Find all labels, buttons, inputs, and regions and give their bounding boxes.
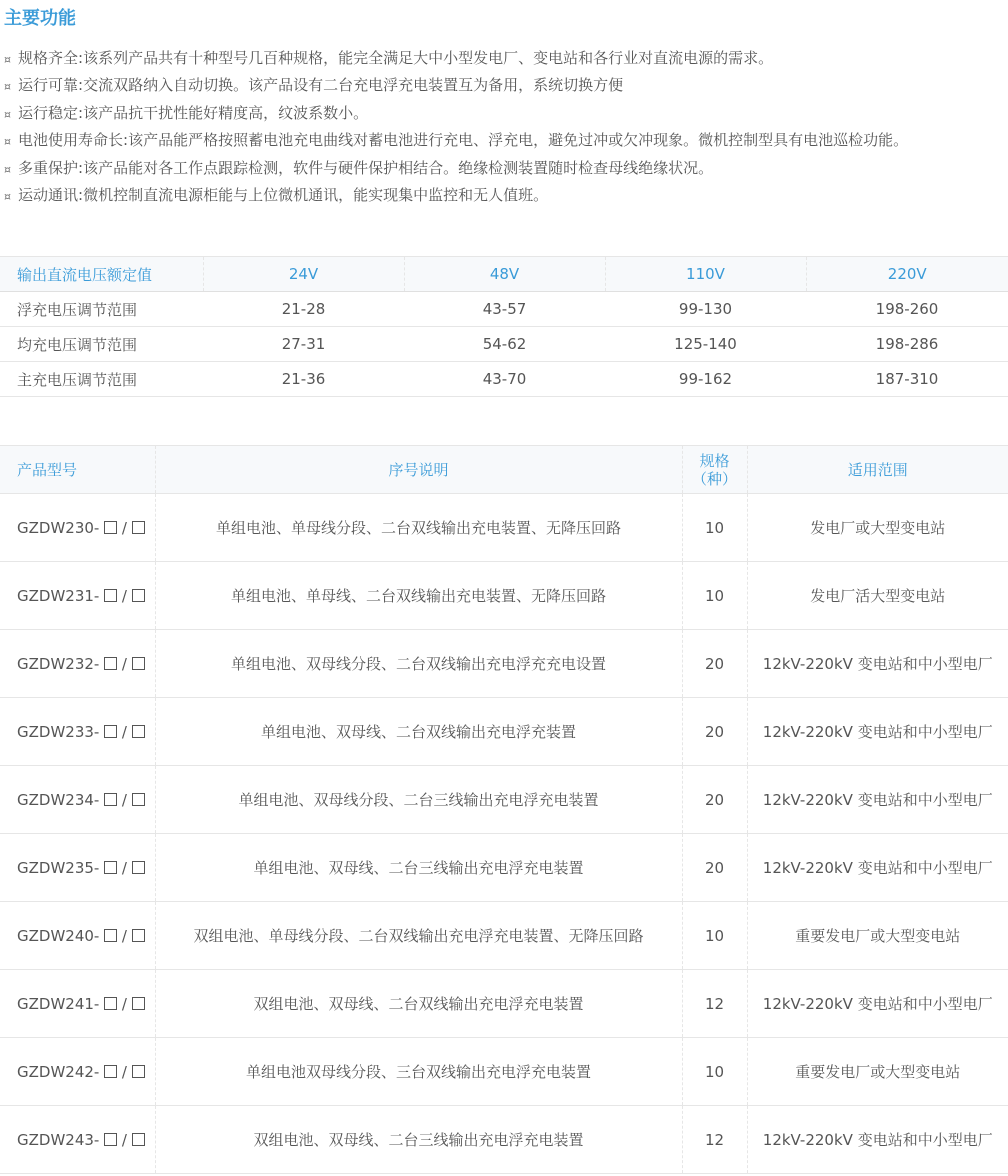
table-header-row	[0, 446, 1008, 494]
bullet-icon: ¤	[4, 80, 11, 94]
feature-label: 运动通讯:	[18, 185, 84, 204]
scope-cell: 12kV-220kV 变电站和中小型电厂	[747, 766, 1008, 834]
desc-cell: 单组电池、双母线、二台三线输出充电浮充电装置	[155, 834, 682, 902]
placeholder-box-icon	[132, 861, 145, 874]
model-cell	[0, 970, 155, 1038]
table-row	[0, 562, 1008, 630]
feature-text: 微机控制直流电源柜能与上位微机通讯，能实现集中监控和无人值班。	[83, 185, 549, 204]
separator: /	[121, 654, 127, 673]
placeholder-box-icon	[132, 657, 145, 670]
spec-cell: 12	[682, 970, 747, 1038]
separator: /	[121, 858, 127, 877]
placeholder-box-icon	[104, 1133, 117, 1146]
spec-header-line2: （种）	[691, 469, 737, 488]
spec-cell: 20	[682, 698, 747, 766]
scope-cell: 12kV-220kV 变电站和中小型电厂	[747, 698, 1008, 766]
separator: /	[121, 790, 127, 809]
placeholder-box-icon	[104, 589, 117, 602]
placeholder-box-icon	[132, 589, 145, 602]
scope-cell: 重要发电厂或大型变电站	[747, 902, 1008, 970]
table-row	[0, 362, 1008, 397]
placeholder-box-icon	[132, 725, 145, 738]
separator: /	[121, 586, 127, 605]
column-header: 110V	[605, 257, 806, 292]
model-code: GZDW240-	[17, 926, 100, 945]
model-code: GZDW241-	[17, 994, 100, 1013]
table-cell: 21-36	[203, 362, 404, 397]
scope-cell: 发电厂活大型变电站	[747, 562, 1008, 630]
feature-list	[4, 46, 1008, 210]
table-cell: 43-70	[404, 362, 605, 397]
placeholder-box-icon	[104, 861, 117, 874]
table-cell: 21-28	[203, 292, 404, 327]
column-header: 220V	[806, 257, 1008, 292]
model-cell	[0, 834, 155, 902]
table-cell: 187-310	[806, 362, 1008, 397]
table-row	[0, 1106, 1008, 1174]
spec-cell: 10	[682, 494, 747, 562]
model-cell	[0, 630, 155, 698]
placeholder-box-icon	[132, 521, 145, 534]
placeholder-box-icon	[104, 1065, 117, 1078]
separator: /	[121, 1062, 127, 1081]
table-row	[0, 834, 1008, 902]
desc-cell: 单组电池双母线分段、三台双线输出充电浮充电装置	[155, 1038, 682, 1106]
feature-item	[4, 183, 1008, 210]
separator: /	[121, 722, 127, 741]
bullet-icon: ¤	[4, 135, 11, 149]
table-row	[0, 902, 1008, 970]
column-header: 输出直流电压额定值	[0, 257, 203, 292]
placeholder-box-icon	[104, 997, 117, 1010]
model-code: GZDW242-	[17, 1062, 100, 1081]
voltage-table	[0, 256, 1008, 397]
placeholder-box-icon	[104, 657, 117, 670]
model-code: GZDW232-	[17, 654, 100, 673]
feature-label: 电池使用寿命长:	[18, 131, 129, 150]
column-header: 24V	[203, 257, 404, 292]
model-cell	[0, 494, 155, 562]
placeholder-box-icon	[104, 793, 117, 806]
placeholder-box-icon	[104, 521, 117, 534]
bullet-icon: ¤	[4, 107, 11, 121]
desc-cell: 单组电池、双母线分段、二台双线输出充电浮充充电设置	[155, 630, 682, 698]
table-row	[0, 1038, 1008, 1106]
desc-cell: 单组电池、单母线分段、二台双线输出充电装置、无降压回路	[155, 494, 682, 562]
model-cell	[0, 562, 155, 630]
placeholder-box-icon	[104, 725, 117, 738]
spec-cell: 10	[682, 902, 747, 970]
placeholder-box-icon	[104, 929, 117, 942]
model-cell	[0, 1106, 155, 1174]
scope-cell: 12kV-220kV 变电站和中小型电厂	[747, 834, 1008, 902]
model-cell	[0, 766, 155, 834]
table-row	[0, 327, 1008, 362]
scope-cell: 12kV-220kV 变电站和中小型电厂	[747, 1106, 1008, 1174]
scope-cell: 12kV-220kV 变电站和中小型电厂	[747, 970, 1008, 1038]
feature-text: 该产品能严格按照蓄电池充电曲线对蓄电池进行充电、浮充电，避免过冲或欠冲现象。微机控制型具有电池巡检功能。	[128, 131, 909, 150]
model-code: GZDW230-	[17, 518, 100, 537]
spec-cell: 20	[682, 834, 747, 902]
table-cell: 主充电压调节范围	[0, 362, 203, 397]
table-cell: 均充电压调节范围	[0, 327, 203, 362]
table-row	[0, 630, 1008, 698]
section-title: 主要功能	[4, 8, 76, 29]
model-cell	[0, 698, 155, 766]
feature-label: 运行可靠:	[18, 76, 84, 95]
table-row	[0, 970, 1008, 1038]
spec-cell: 10	[682, 562, 747, 630]
feature-text: 交流双路纳入自动切换。该产品设有二台充电浮充电装置互为备用，系统切换方便	[83, 76, 624, 95]
model-table	[0, 445, 1008, 1174]
table-cell: 99-162	[605, 362, 806, 397]
table-row	[0, 494, 1008, 562]
table-cell: 198-286	[806, 327, 1008, 362]
column-header: 产品型号	[0, 446, 155, 494]
feature-item	[4, 46, 1008, 73]
table-header-row	[0, 257, 1008, 292]
bullet-icon: ¤	[4, 53, 11, 66]
desc-cell: 双组电池、双母线、二台双线输出充电浮充电装置	[155, 970, 682, 1038]
desc-cell: 双组电池、双母线、二台三线输出充电浮充电装置	[155, 1106, 682, 1174]
spec-header-line1: 规格	[699, 451, 730, 470]
desc-cell: 双组电池、单母线分段、二台双线输出充电浮充电装置、无降压回路	[155, 902, 682, 970]
feature-item	[4, 156, 1008, 183]
feature-label: 运行稳定:	[18, 103, 84, 122]
column-header: 序号说明	[155, 446, 682, 494]
feature-text: 该系列产品共有十种型号几百种规格，能完全满足大中小型发电厂、变电站和各行业对直流电源的需求。	[83, 49, 774, 67]
feature-text: 该产品抗干扰性能好精度高，纹波系数小。	[83, 103, 369, 122]
model-code: GZDW231-	[17, 586, 100, 605]
spec-cell: 12	[682, 1106, 747, 1174]
bullet-icon: ¤	[4, 162, 11, 176]
model-code: GZDW243-	[17, 1130, 100, 1149]
bullet-icon: ¤	[4, 189, 11, 203]
feature-label: 规格齐全:	[18, 49, 84, 67]
placeholder-box-icon	[132, 1065, 145, 1078]
table-cell: 125-140	[605, 327, 806, 362]
separator: /	[121, 994, 127, 1013]
model-cell	[0, 1038, 155, 1106]
feature-text: 该产品能对各工作点跟踪检测，软件与硬件保护相结合。绝缘检测装置随时检查母线绝缘状况。	[83, 158, 714, 177]
table-row	[0, 766, 1008, 834]
feature-item	[4, 73, 1008, 100]
column-header-spec	[682, 446, 747, 494]
scope-cell: 发电厂或大型变电站	[747, 494, 1008, 562]
model-code: GZDW233-	[17, 722, 100, 741]
table-cell: 99-130	[605, 292, 806, 327]
separator: /	[121, 926, 127, 945]
table-row	[0, 292, 1008, 327]
spec-cell: 10	[682, 1038, 747, 1106]
model-code: GZDW235-	[17, 858, 100, 877]
feature-label: 多重保护:	[18, 158, 84, 177]
desc-cell: 单组电池、双母线分段、二台三线输出充电浮充电装置	[155, 766, 682, 834]
placeholder-box-icon	[132, 1133, 145, 1146]
desc-cell: 单组电池、双母线、二台双线输出充电浮充装置	[155, 698, 682, 766]
table-row	[0, 698, 1008, 766]
scope-cell: 重要发电厂或大型变电站	[747, 1038, 1008, 1106]
column-header: 适用范围	[747, 446, 1008, 494]
table-cell: 27-31	[203, 327, 404, 362]
column-header: 48V	[404, 257, 605, 292]
table-cell: 浮充电压调节范围	[0, 292, 203, 327]
table-cell: 54-62	[404, 327, 605, 362]
placeholder-box-icon	[132, 929, 145, 942]
separator: /	[121, 518, 127, 537]
spec-cell: 20	[682, 630, 747, 698]
placeholder-box-icon	[132, 793, 145, 806]
table-cell: 43-57	[404, 292, 605, 327]
model-cell	[0, 902, 155, 970]
table-cell: 198-260	[806, 292, 1008, 327]
feature-item	[4, 101, 1008, 128]
separator: /	[121, 1130, 127, 1149]
spec-cell: 20	[682, 766, 747, 834]
feature-item	[4, 128, 1008, 155]
placeholder-box-icon	[132, 997, 145, 1010]
model-code: GZDW234-	[17, 790, 100, 809]
desc-cell: 单组电池、单母线、二台双线输出充电装置、无降压回路	[155, 562, 682, 630]
scope-cell: 12kV-220kV 变电站和中小型电厂	[747, 630, 1008, 698]
